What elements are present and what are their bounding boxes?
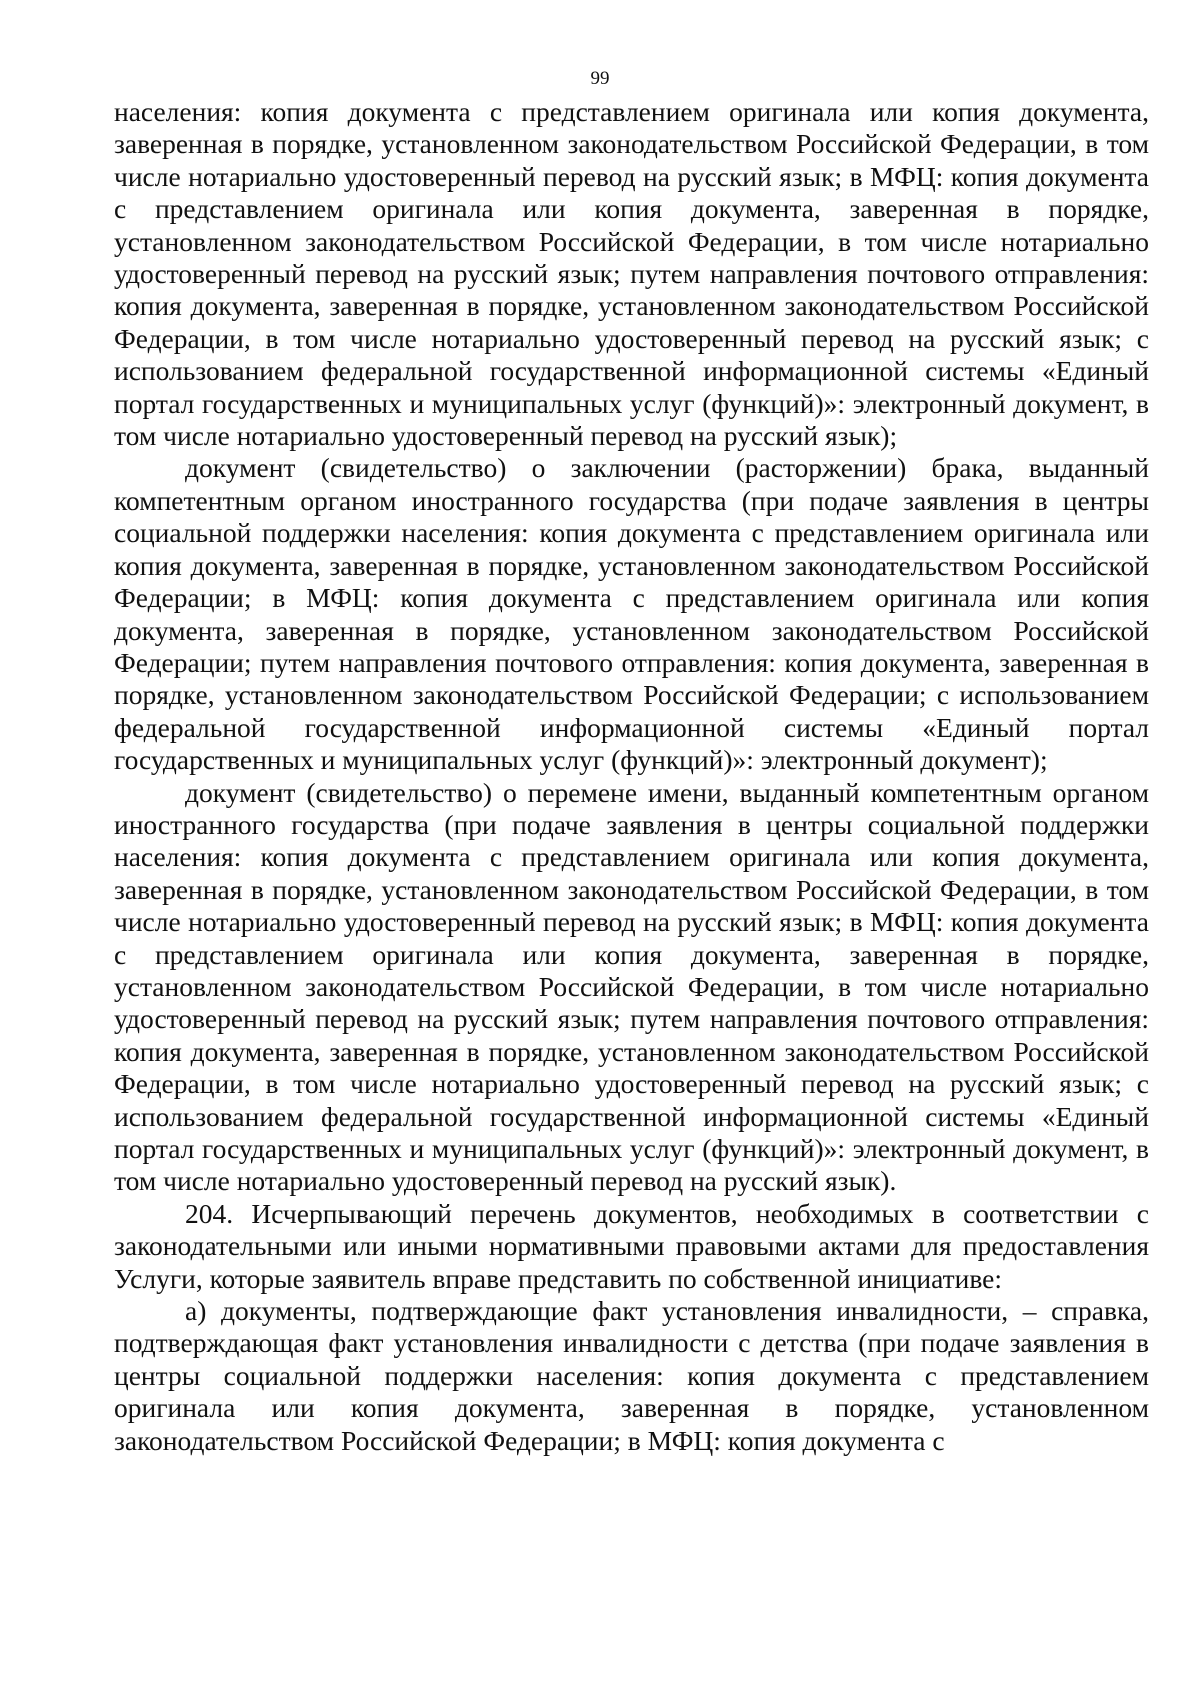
- document-body: [114, 96, 1149, 1457]
- paragraph-continuation: населения: копия документа с представлением оригинала или копия документа, заверенная в порядке, установленном законодательством Российской Федерации, в том числе нотариально удостоверенный перевод на русский язык; в МФЦ: копия документа с представлением оригинала или копия документа, заверенная в порядке, установленном законодательством Российской Федерации, в том числе нотариально удостоверенный перевод на русский язык; путем направления почтового отправления: копия документа, заверенная в порядке, установленном законодательством Российской Федерации, в том числе нотариально удостоверенный перевод на русский язык; с использованием федеральной государственной информационной системы «Единый портал государственных и муниципальных услуг (функций)»: электронный документ, в том числе нотариально удостоверенный перевод на русский язык);: [114, 96, 1149, 452]
- paragraph-name-change-certificate: документ (свидетельство) о перемене имени, выданный компетентным органом иностранного государства (при подаче заявления в центры социальной поддержки населения: копия документа с представлением оригинала или копия документа, заверенная в порядке, установленном законодательством Российской Федерации, в том числе нотариально удостоверенный перевод на русский язык; в МФЦ: копия документа с представлением оригинала или копия документа, заверенная в порядке, установленном законодательством Российской Федерации, в том числе нотариально удостоверенный перевод на русский язык; путем направления почтового отправления: копия документа, заверенная в порядке, установленном законодательством Российской Федерации, в том числе нотариально удостоверенный перевод на русский язык; с использованием федеральной государственной информационной системы «Единый портал государственных и муниципальных услуг (функций)»: электронный документ, в том числе нотариально удостоверенный перевод на русский язык).: [114, 776, 1149, 1197]
- paragraph-subitem-a: а) документы, подтверждающие факт установления инвалидности, – справка, подтверждающая факт установления инвалидности с детства (при подаче заявления в центры социальной поддержки населения: копия документа с представлением оригинала или копия документа, заверенная в порядке, установленном законодательством Российской Федерации; в МФЦ: копия документа с: [114, 1295, 1149, 1456]
- page-number: 99: [590, 68, 610, 89]
- paragraph-marriage-certificate: документ (свидетельство) о заключении (расторжении) брака, выданный компетентным органом иностранного государства (при подаче заявления в центры социальной поддержки населения: копия документа с представлением оригинала или копия документа, заверенная в порядке, установленном законодательством Российской Федерации; в МФЦ: копия документа с представлением оригинала или копия документа, заверенная в порядке, установленном законодательством Российской Федерации; путем направления почтового отправления: копия документа, заверенная в порядке, установленном законодательством Российской Федерации; с использованием федеральной государственной информационной системы «Единый портал государственных и муниципальных услуг (функций)»: электронный документ);: [114, 452, 1149, 776]
- paragraph-item-204: 204. Исчерпывающий перечень документов, необходимых в соответствии с законодательными или иными нормативными правовыми актами для предоставления Услуги, которые заявитель вправе представить по собственной инициативе:: [114, 1197, 1149, 1294]
